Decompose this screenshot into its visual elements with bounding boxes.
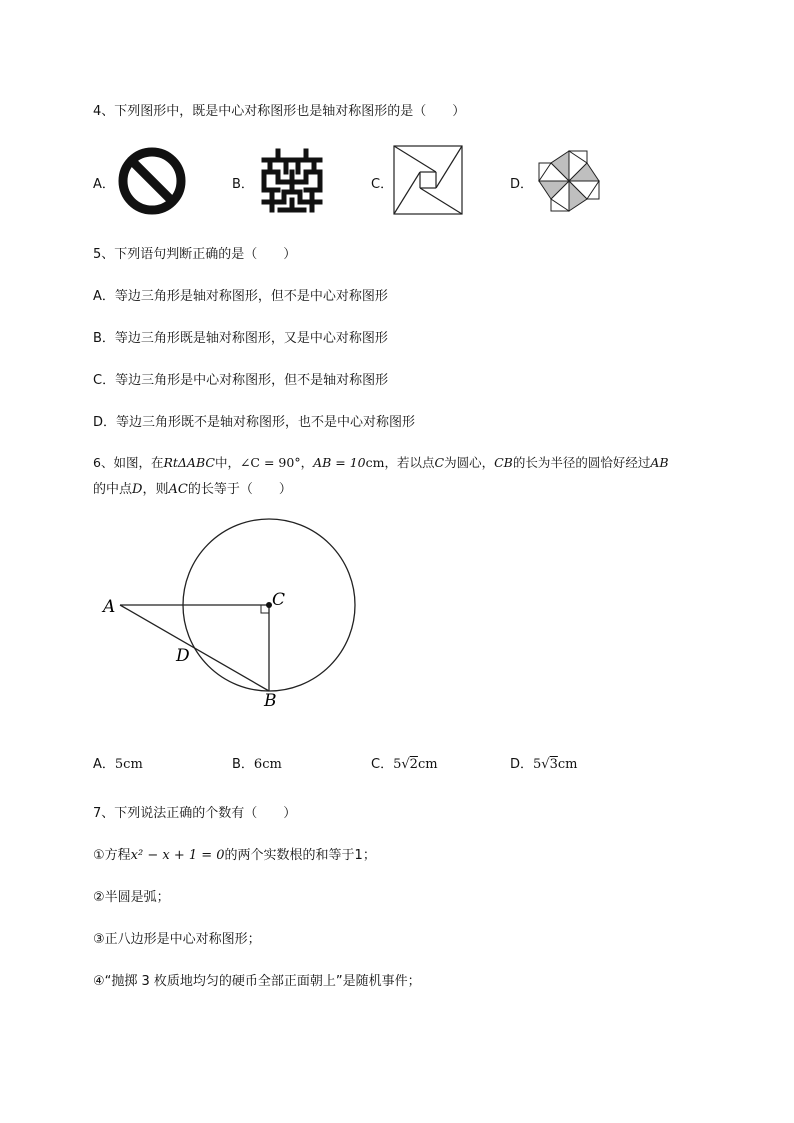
point-d-label: D <box>176 646 190 666</box>
q5-stem: 5、下列语句判断正确的是（ ） <box>93 247 297 262</box>
q6-option-d: D．5√3cm <box>510 757 578 772</box>
q7-statement-2: ②半圆是弧； <box>93 890 170 905</box>
point-b-label: B <box>264 691 277 711</box>
q7-stem: 7、下列说法正确的个数有（ ） <box>93 806 297 821</box>
point-a-label: A <box>103 597 116 617</box>
q4-option-c-label: C． <box>371 177 394 192</box>
q6-option-c: C．5√2cm <box>371 757 438 772</box>
q4-option-d-label: D． <box>510 177 534 192</box>
q7-statement-1: ①方程x² − x + 1 = 0的两个实数根的和等于1； <box>93 848 376 863</box>
q4-option-a-label: A． <box>93 177 115 192</box>
q7-statement-4: ④“抛掷 3 枚质地均匀的硬币全部正面朝上”是随机事件； <box>93 974 421 989</box>
q5-option-b: B．等边三角形既是轴对称图形，又是中心对称图形 <box>93 331 388 346</box>
q6-option-b: B．6cm <box>232 757 282 772</box>
q6-geometry-figure <box>95 515 365 715</box>
q5-option-c: C．等边三角形是中心对称图形，但不是轴对称图形 <box>93 373 389 388</box>
q5-option-a: A．等边三角形是轴对称图形，但不是中心对称图形 <box>93 289 388 304</box>
q6-option-a: A．5cm <box>93 757 143 772</box>
sqrt-sign-icon: √ <box>401 757 410 772</box>
q4-stem: 4、下列图形中，既是中心对称图形也是轴对称图形的是（ ） <box>93 104 466 119</box>
q4-option-b-label: B． <box>232 177 254 192</box>
pinwheel-square-icon <box>393 145 463 215</box>
q6-stem-line2: 的中点D，则AC的长等于（ ） <box>93 482 292 497</box>
segment-ab <box>120 605 269 691</box>
windmill-icon <box>536 148 602 214</box>
q6-stem-line1: 6、如图，在RtΔABC中，∠C = 90°，AB = 10cm，若以点C为圆心，CB的长为半径的圆恰好经过AB <box>93 455 669 470</box>
no-sign-icon <box>118 147 186 215</box>
point-c-label: C <box>272 590 286 610</box>
q5-option-d: D．等边三角形既不是轴对称图形，也不是中心对称图形 <box>93 415 416 430</box>
q7-statement-3: ③正八边形是中心对称图形； <box>93 932 261 947</box>
maze-pattern-icon <box>260 148 324 214</box>
sqrt-sign-icon: √ <box>541 757 550 772</box>
